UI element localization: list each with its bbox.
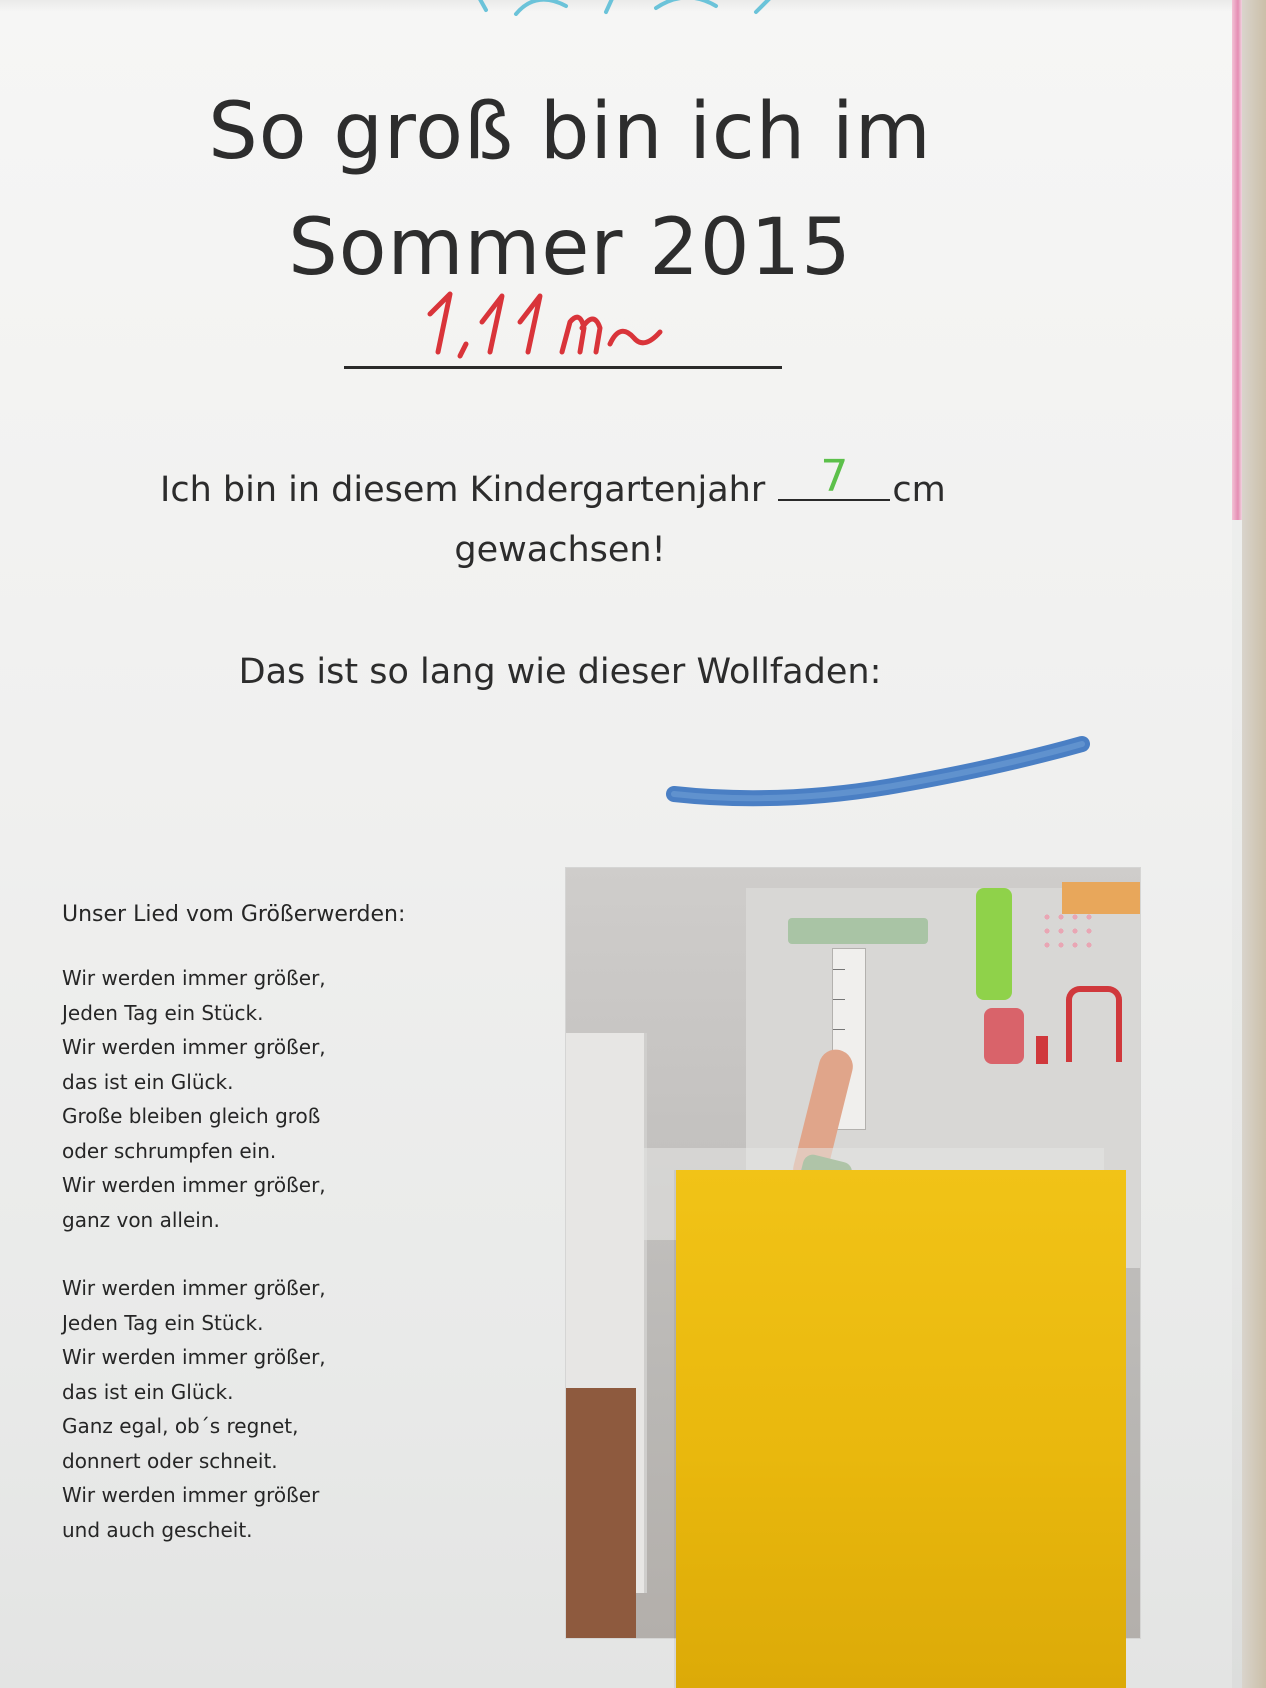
growth-answer-blank [778,451,890,502]
song-line: Wir werden immer größer, [62,966,326,990]
growth-sentence [160,451,1060,510]
song-line: und auch gescheit. [62,1517,253,1542]
photo-red-drawing [984,1008,1024,1064]
photo-red-arch-drawing [1066,986,1122,1062]
song-stanza-1 [62,961,482,1237]
song-line: Ganz egal, ob´s regnet, [62,1414,299,1438]
blue-yarn-strand [664,726,1096,816]
photo-pink-dots [1040,910,1100,950]
pink-paper-edge [1232,0,1242,520]
song-line: Wir werden immer größer, [62,1035,326,1059]
photo-green-drawing [976,888,1012,1000]
song-line: Wir werden immer größer [62,1483,320,1507]
page-title [140,74,1000,306]
title-line-2: Sommer 2015 [288,203,852,294]
song-line: Wir werden immer größer, [62,1345,326,1369]
handwritten-name-fragment [456,0,816,16]
growth-unit: cm [892,470,946,510]
growth-prefix: Ich bin in diesem Kindergartenjahr [160,470,766,510]
song-line: Wir werden immer größer, [62,1173,326,1197]
song-title: Unser Lied vom Größerwerden: [62,902,406,927]
song-line: Jeden Tag ein Stück. [62,1310,264,1335]
song-line: Wir werden immer größer, [62,1276,326,1300]
stanza-gap [62,1237,482,1271]
wall-edge [1242,0,1266,1688]
handwritten-height-value [420,282,680,362]
photo-floor [566,1388,636,1638]
photo-sign [788,918,928,944]
photo-red-mark [1036,1036,1048,1064]
song-line: das ist ein Glück. [62,1379,234,1404]
height-answer-line [344,366,782,369]
song-line: donnert oder schneit. [62,1448,278,1473]
handwritten-growth-value: 7 [820,451,849,502]
title-line-1: So groß bin ich im [208,87,932,178]
ruler-tick [833,969,845,970]
song-text [62,902,482,1547]
yellow-card [676,1170,1126,1688]
song-line: oder schrumpfen ein. [62,1138,277,1163]
ruler-tick [833,999,845,1000]
growth-suffix: gewachsen! [454,530,666,570]
yarn-label: Das ist so lang wie dieser Wollfaden: [238,652,882,692]
song-line: Jeden Tag ein Stück. [62,1000,264,1025]
ruler-tick [833,1029,845,1030]
song-stanza-2 [62,1271,482,1547]
song-line: Große bleiben gleich groß [62,1104,321,1128]
song-line: das ist ein Glück. [62,1069,234,1094]
song-line: ganz von allein. [62,1207,220,1232]
